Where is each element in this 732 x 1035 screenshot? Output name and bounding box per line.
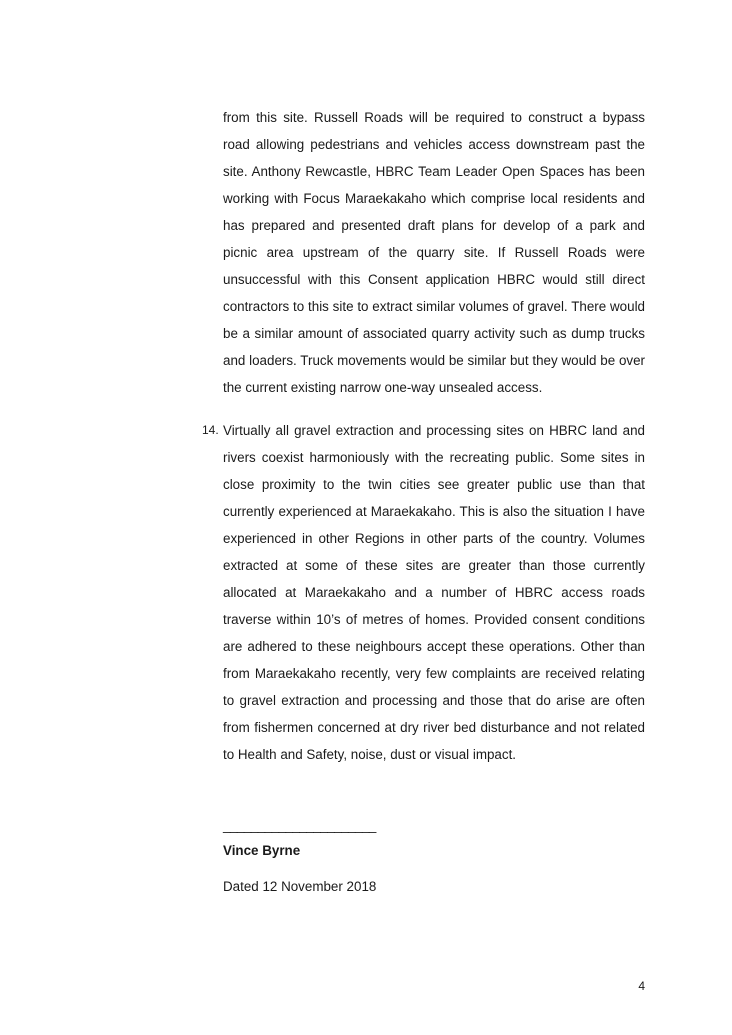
paragraph-14-body: Virtually all gravel extraction and processing sites on HBRC land and rivers coexist harmoniously with the recreating public. Some sites in close proximity to the twin cities see greater public use than that currently experienced at Maraekakaho. This is also the situation I have experienced in other Regions in other parts of the country. Volumes extracted at some of these sites are greater than those currently allocated at Maraekakaho and a number of HBRC access roads traverse within 10’s of metres of homes. Provided consent conditions are adhered to these neighbours accept these operations. Other than from Maraekakaho recently, very few complaints are received relating to gravel extraction and processing and those that do arise are often from fishermen concerned at dry river bed disturbance and not related to Health and Safety, noise, dust or visual impact. bbox=[223, 423, 645, 762]
page-number: 4 bbox=[638, 979, 645, 993]
paragraph-continued-body: from this site. Russell Roads will be required to construct a bypass road allowing pedestrians and vehicles access downstream past the site. Anthony Rewcastle, HBRC Team Leader Open Spaces has been working with Focus Maraekakaho which comprise local residents and has prepared and presented draft plans for develop of a park and picnic area upstream of the quarry site. If Russell Roads were unsuccessful with this Consent application HBRC would still direct contractors to this site to extract similar volumes of gravel. There would be a similar amount of associated quarry activity such as dump trucks and loaders. Truck movements would be similar but they would be over the current existing narrow one-way unsealed access. bbox=[223, 110, 645, 395]
signature-date: Dated 12 November 2018 bbox=[223, 879, 377, 894]
paragraph-14-number: 14. bbox=[202, 423, 219, 437]
signature-line: ______________________ bbox=[223, 818, 376, 833]
signatory-name: Vince Byrne bbox=[223, 843, 301, 858]
